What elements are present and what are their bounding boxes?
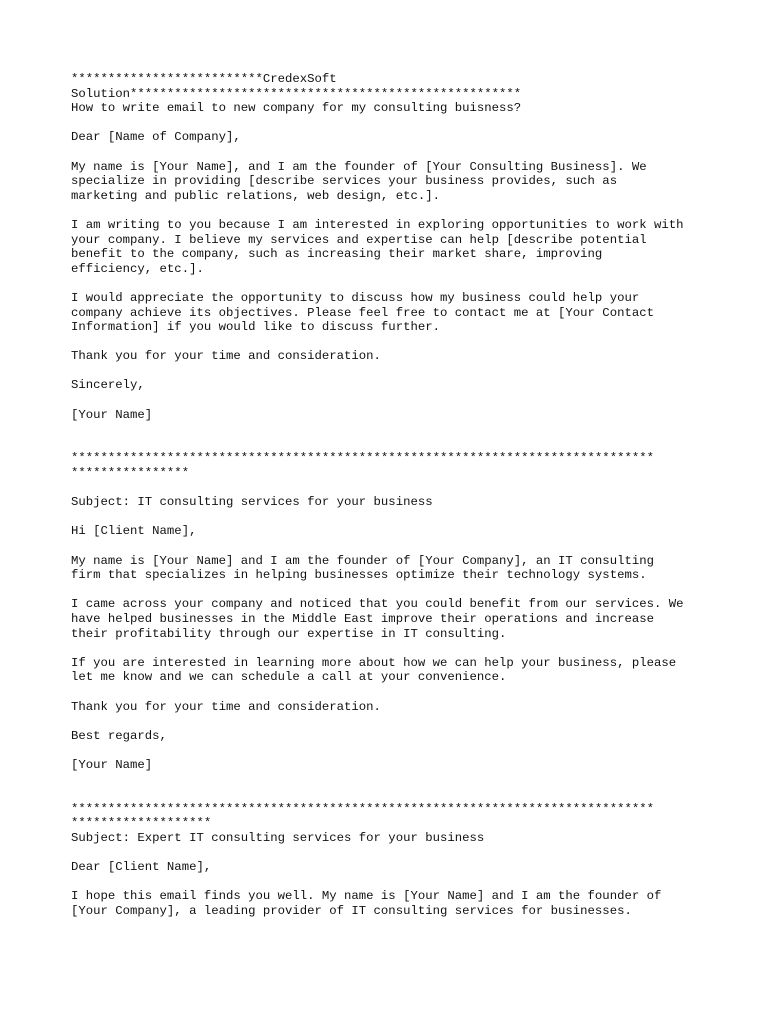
letter-3-para-1-line: I hope this email finds you well. My name is [Your Name] and I am the founder of xyxy=(71,889,662,904)
letter-1-para-1-line: specialize in providing [describe services your business provides, such as xyxy=(71,174,618,189)
letter-2-thanks: Thank you for your time and consideration. xyxy=(71,699,381,714)
letter-2-para-3-line: If you are interested in learning more about how we can help your business, please xyxy=(71,655,677,670)
separator-line: **************** xyxy=(71,466,190,481)
separator-line: ******************* xyxy=(71,816,212,831)
separator-1 xyxy=(71,451,711,480)
header-title-line-2: Solution***************************************************** xyxy=(71,86,522,101)
header-question: How to write email to new company for my consulting buisness? xyxy=(71,101,522,116)
document-header xyxy=(71,72,711,116)
letter-2-para-2-line: their profitability through our expertise in IT consulting. xyxy=(71,626,507,641)
separator-2 xyxy=(71,802,711,831)
letter-1-thanks: Thank you for your time and consideration. xyxy=(71,349,381,364)
letter-1-para-2-line: benefit to the company, such as increasing their market share, improving xyxy=(71,247,603,262)
letter-1-signature: [Your Name] xyxy=(71,407,153,422)
header-title-line-1: **************************CredexSoft xyxy=(71,72,337,86)
letter-2-para-1-line: firm that specializes in helping businesses optimize their technology systems. xyxy=(71,568,647,583)
letter-3-salutation: Dear [Client Name], xyxy=(71,860,212,875)
letter-1-para-2-line: I am writing to you because I am interested in exploring opportunities to work with xyxy=(71,217,684,232)
letter-2-salutation: Hi [Client Name], xyxy=(71,524,197,539)
letter-2-subject: Subject: IT consulting services for your business xyxy=(71,495,433,510)
separator-line: ******************************************************************************* xyxy=(71,801,654,816)
letter-2-para-2-line: I came across your company and noticed that you could benefit from our services. We xyxy=(71,597,684,612)
letter-1 xyxy=(71,130,711,422)
letter-3-para-1-line: [Your Company], a leading provider of IT consulting services for businesses. xyxy=(71,903,632,918)
separator-line: ******************************************************************************* xyxy=(71,451,654,466)
letter-2-para-3-line: let me know and we can schedule a call at your convenience. xyxy=(71,670,507,685)
letter-1-salutation: Dear [Name of Company], xyxy=(71,130,241,145)
letter-2-para-2-line: have helped businesses in the Middle East improve their operations and increase xyxy=(71,611,654,626)
letter-3-subject: Subject: Expert IT consulting services for your business xyxy=(71,830,485,845)
letter-2-para-1-line: My name is [Your Name] and I am the founder of [Your Company], an IT consulting xyxy=(71,553,654,568)
letter-1-para-2-line: efficiency, etc.]. xyxy=(71,261,204,276)
letter-1-para-3-line: Information] if you would like to discuss further. xyxy=(71,320,440,335)
letter-1-para-1-line: My name is [Your Name], and I am the founder of [Your Consulting Business]. We xyxy=(71,159,647,174)
letter-3 xyxy=(71,831,711,919)
letter-1-closing: Sincerely, xyxy=(71,378,145,393)
letter-2-closing: Best regards, xyxy=(71,728,167,743)
letter-2-signature: [Your Name] xyxy=(71,757,153,772)
letter-1-para-1-line: marketing and public relations, web design, etc.]. xyxy=(71,188,440,203)
letter-1-para-3-line: I would appreciate the opportunity to discuss how my business could help your xyxy=(71,290,640,305)
document-page xyxy=(71,72,711,918)
letter-1-para-3-line: company achieve its objectives. Please feel free to contact me at [Your Contact xyxy=(71,305,654,320)
letter-1-para-2-line: your company. I believe my services and expertise can help [describe potential xyxy=(71,232,647,247)
letter-2 xyxy=(71,495,711,772)
